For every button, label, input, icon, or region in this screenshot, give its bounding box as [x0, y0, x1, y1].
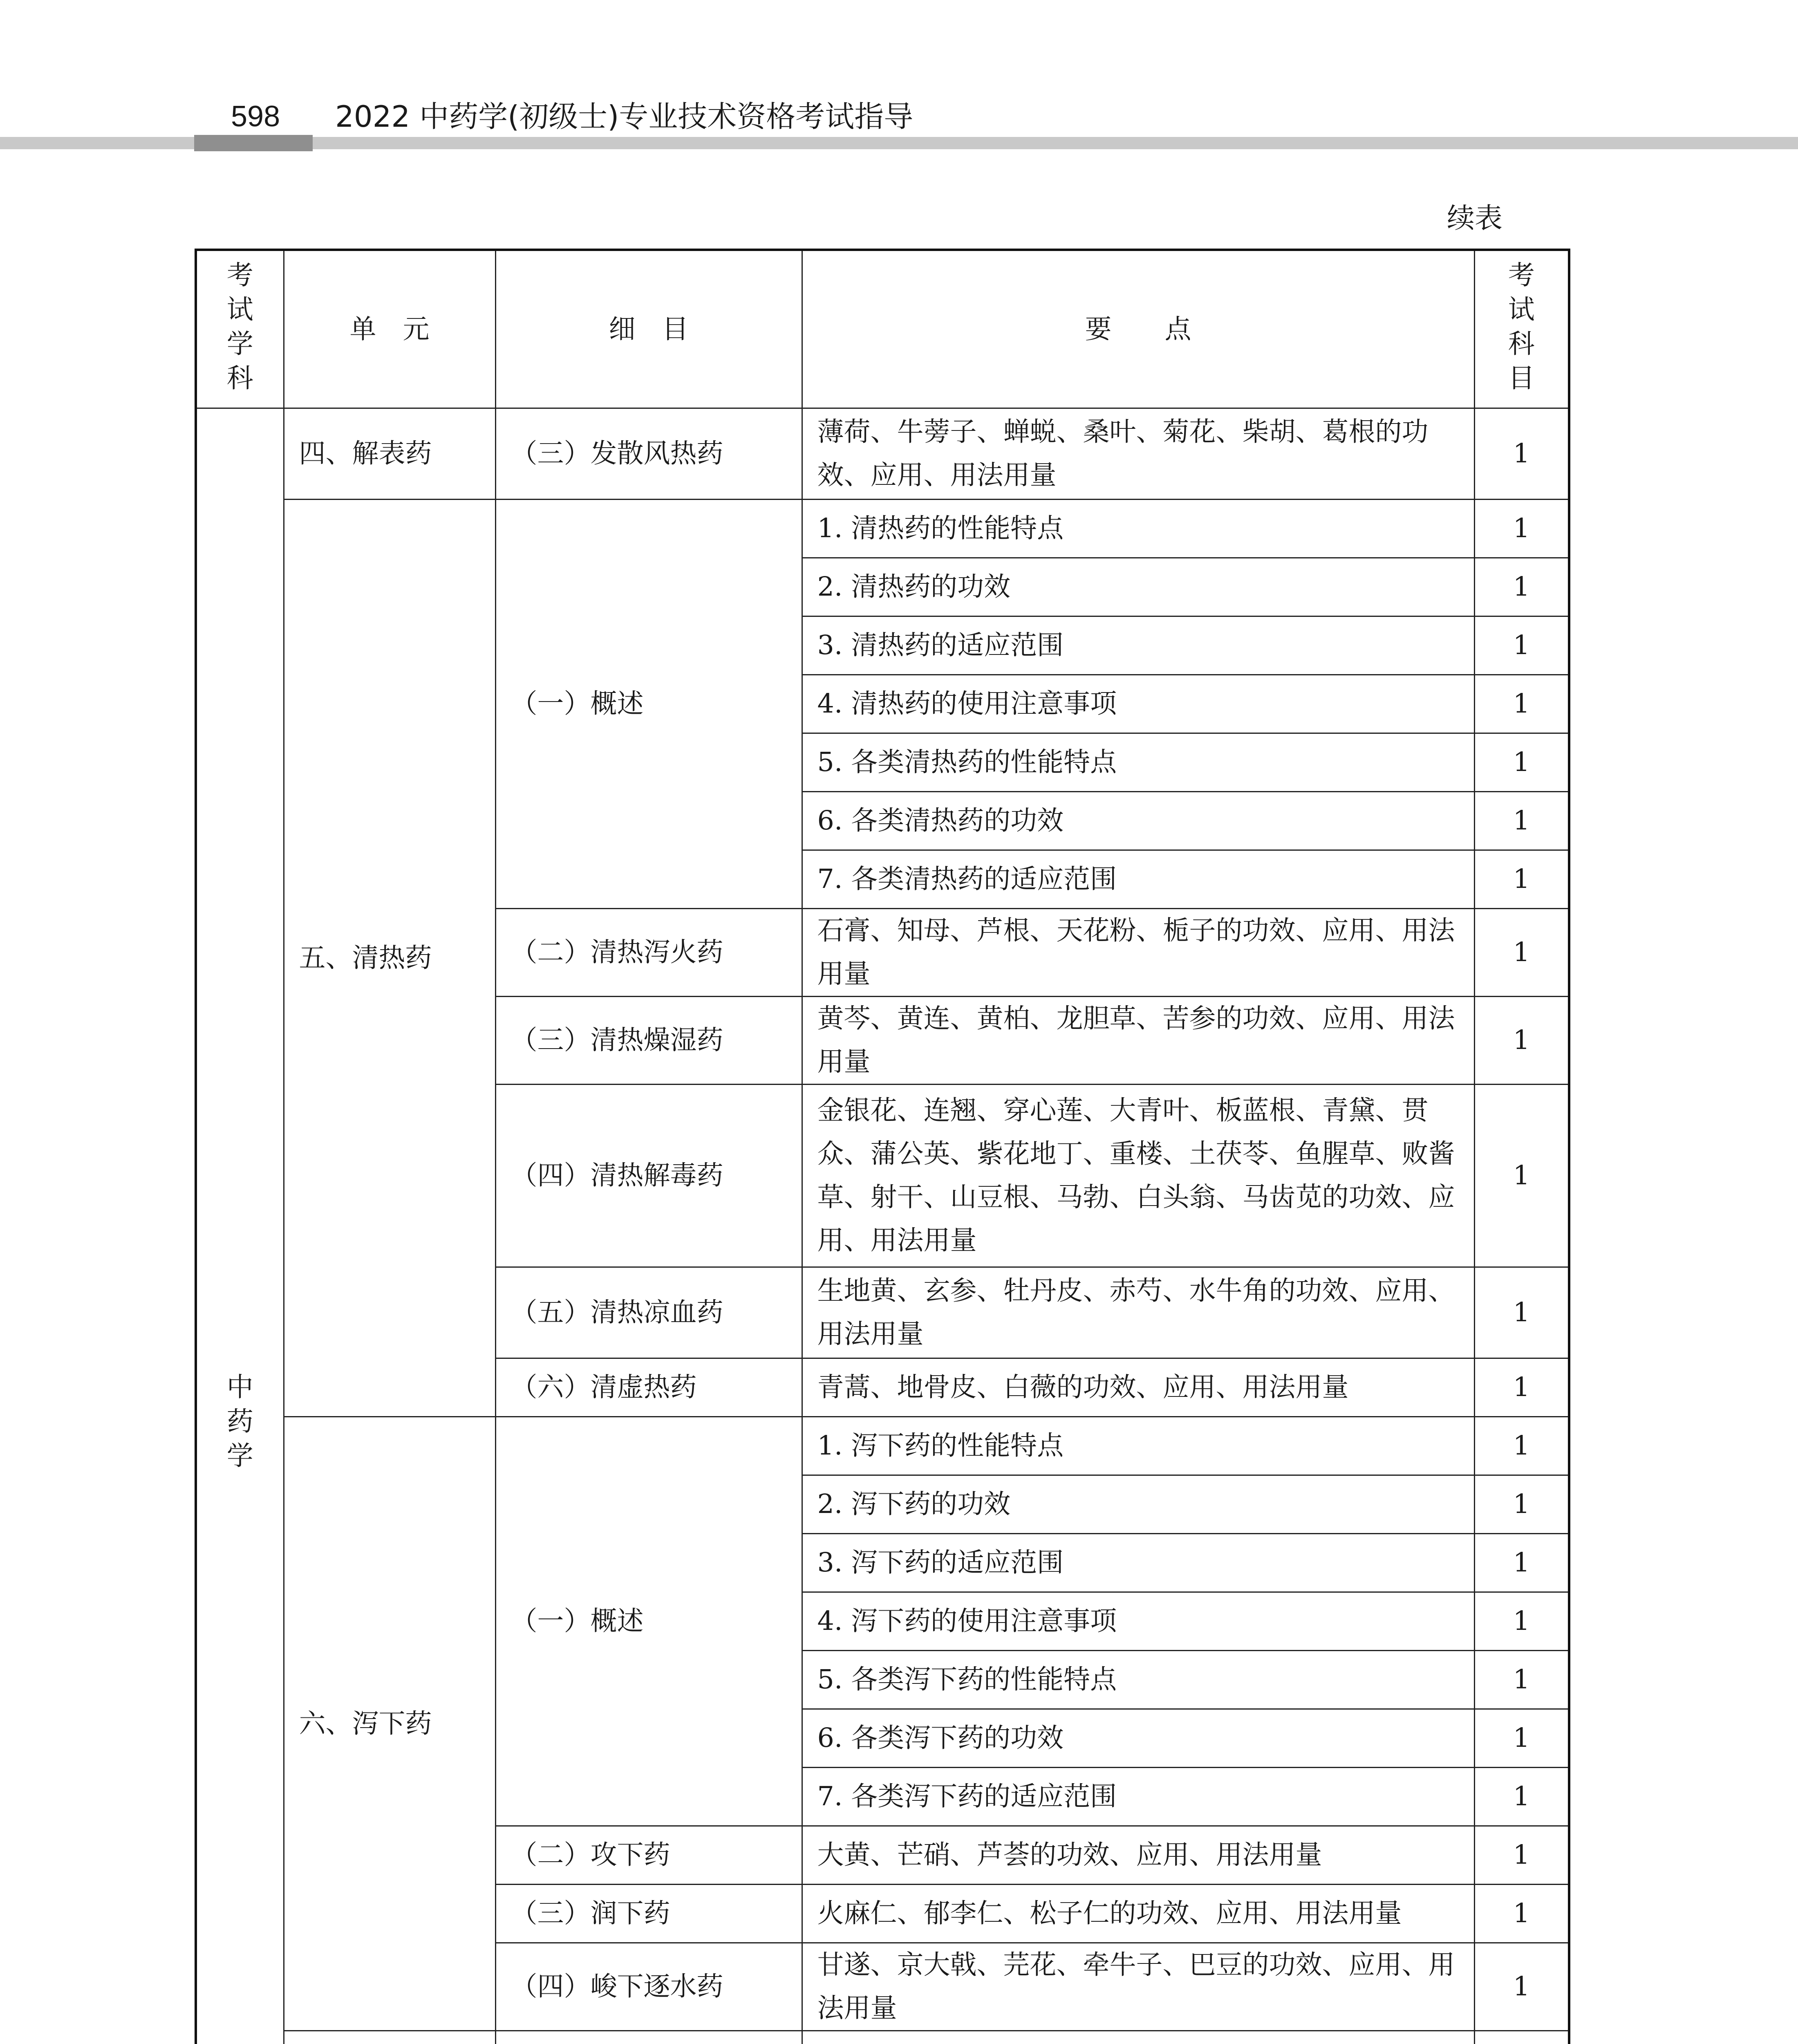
detail-cell: （三）发散风热药 [495, 408, 802, 500]
level-cell [1474, 2031, 1569, 2044]
key-point-cell: 青蒿、地骨皮、白薇的功效、应用、用法用量 [802, 1358, 1474, 1417]
level-cell: 1 [1474, 1709, 1569, 1768]
key-point-cell: 薄荷、牛蒡子、蝉蜕、桑叶、菊花、柴胡、葛根的功效、应用、用法用量 [802, 408, 1474, 500]
key-point-cell: 6. 各类泻下药的功效 [802, 1709, 1474, 1768]
key-point-cell: 4. 清热药的使用注意事项 [802, 675, 1474, 733]
key-point-cell: 7. 各类泻下药的适应范围 [802, 1768, 1474, 1826]
level-cell: 1 [1474, 1534, 1569, 1592]
syllabus-table [195, 249, 1570, 2044]
level-cell: 1 [1474, 1085, 1569, 1267]
detail-cell [495, 2031, 802, 2044]
key-point-cell: 5. 各类清热药的性能特点 [802, 733, 1474, 792]
key-point-cell: 6. 各类清热药的功效 [802, 792, 1474, 850]
level-cell: 1 [1474, 1768, 1569, 1826]
table-row [196, 1417, 1569, 1475]
key-point-cell: 3. 泻下药的适应范围 [802, 1534, 1474, 1592]
book-title: 2022 中药学(初级士)专业技术资格考试指导 [335, 99, 914, 134]
key-point-cell: 2. 清热药的功效 [802, 558, 1474, 616]
level-cell: 1 [1474, 1267, 1569, 1358]
header-rule-accent [194, 135, 313, 151]
detail-cell: （一）概述 [495, 500, 802, 909]
detail-cell: （三）清热燥湿药 [495, 997, 802, 1085]
level-cell: 1 [1474, 1358, 1569, 1417]
table-row [196, 500, 1569, 558]
subject-cell: 中药学 [196, 408, 284, 2044]
table-row [196, 408, 1569, 500]
unit-cell [284, 2031, 495, 2044]
header-level: 考试科目 [1474, 250, 1569, 408]
key-point-cell: 4. 泻下药的使用注意事项 [802, 1592, 1474, 1651]
level-cell: 1 [1474, 733, 1569, 792]
detail-cell: （五）清热凉血药 [495, 1267, 802, 1358]
key-point-cell: 1. 泻下药的性能特点 [802, 1417, 1474, 1475]
level-cell: 1 [1474, 1943, 1569, 2031]
level-cell: 1 [1474, 408, 1569, 500]
key-point-cell: 黄芩、黄连、黄柏、龙胆草、苦参的功效、应用、用法用量 [802, 997, 1474, 1085]
key-point-cell: 7. 各类清热药的适应范围 [802, 850, 1474, 909]
key-point-cell [802, 2031, 1474, 2044]
table-row [196, 2031, 1569, 2044]
key-point-cell: 甘遂、京大戟、芫花、牵牛子、巴豆的功效、应用、用法用量 [802, 1943, 1474, 2031]
detail-cell: （一）概述 [495, 1417, 802, 1826]
unit-cell: 六、泻下药 [284, 1417, 495, 2031]
detail-cell: （四）清热解毒药 [495, 1085, 802, 1267]
level-cell: 1 [1474, 616, 1569, 675]
unit-cell: 五、清热药 [284, 500, 495, 1417]
header-unit: 单 元 [284, 250, 495, 408]
key-point-cell: 5. 各类泻下药的性能特点 [802, 1651, 1474, 1709]
table-header-row [196, 250, 1569, 408]
detail-cell: （二）攻下药 [495, 1826, 802, 1885]
key-point-cell: 3. 清热药的适应范围 [802, 616, 1474, 675]
level-cell: 1 [1474, 558, 1569, 616]
level-cell: 1 [1474, 675, 1569, 733]
level-cell: 1 [1474, 1417, 1569, 1475]
key-point-cell: 2. 泻下药的功效 [802, 1475, 1474, 1534]
level-cell: 1 [1474, 850, 1569, 909]
detail-cell: （三）润下药 [495, 1885, 802, 1943]
level-cell: 1 [1474, 1592, 1569, 1651]
key-point-cell: 金银花、连翘、穿心莲、大青叶、板蓝根、青黛、贯众、蒲公英、紫花地丁、重楼、土茯苓、鱼腥草、败酱草、射干、山豆根、马勃、白头翁、马齿苋的功效、应用、用法用量 [802, 1085, 1474, 1267]
level-cell: 1 [1474, 1826, 1569, 1885]
detail-cell: （四）峻下逐水药 [495, 1943, 802, 2031]
header-subject: 考试学科 [196, 250, 284, 408]
key-point-cell: 大黄、芒硝、芦荟的功效、应用、用法用量 [802, 1826, 1474, 1885]
level-cell: 1 [1474, 1885, 1569, 1943]
header-key-points: 要 点 [802, 250, 1474, 408]
level-cell: 1 [1474, 500, 1569, 558]
continued-label: 续表 [1447, 202, 1503, 235]
level-cell: 1 [1474, 1475, 1569, 1534]
key-point-cell: 火麻仁、郁李仁、松子仁的功效、应用、用法用量 [802, 1885, 1474, 1943]
level-cell: 1 [1474, 909, 1569, 997]
unit-cell: 四、解表药 [284, 408, 495, 500]
key-point-cell: 1. 清热药的性能特点 [802, 500, 1474, 558]
level-cell: 1 [1474, 997, 1569, 1085]
key-point-cell: 石膏、知母、芦根、天花粉、栀子的功效、应用、用法用量 [802, 909, 1474, 997]
key-point-cell: 生地黄、玄参、牡丹皮、赤芍、水牛角的功效、应用、用法用量 [802, 1267, 1474, 1358]
level-cell: 1 [1474, 792, 1569, 850]
page-number: 598 [231, 100, 280, 133]
header-detail: 细 目 [495, 250, 802, 408]
detail-cell: （六）清虚热药 [495, 1358, 802, 1417]
detail-cell: （二）清热泻火药 [495, 909, 802, 997]
level-cell: 1 [1474, 1651, 1569, 1709]
